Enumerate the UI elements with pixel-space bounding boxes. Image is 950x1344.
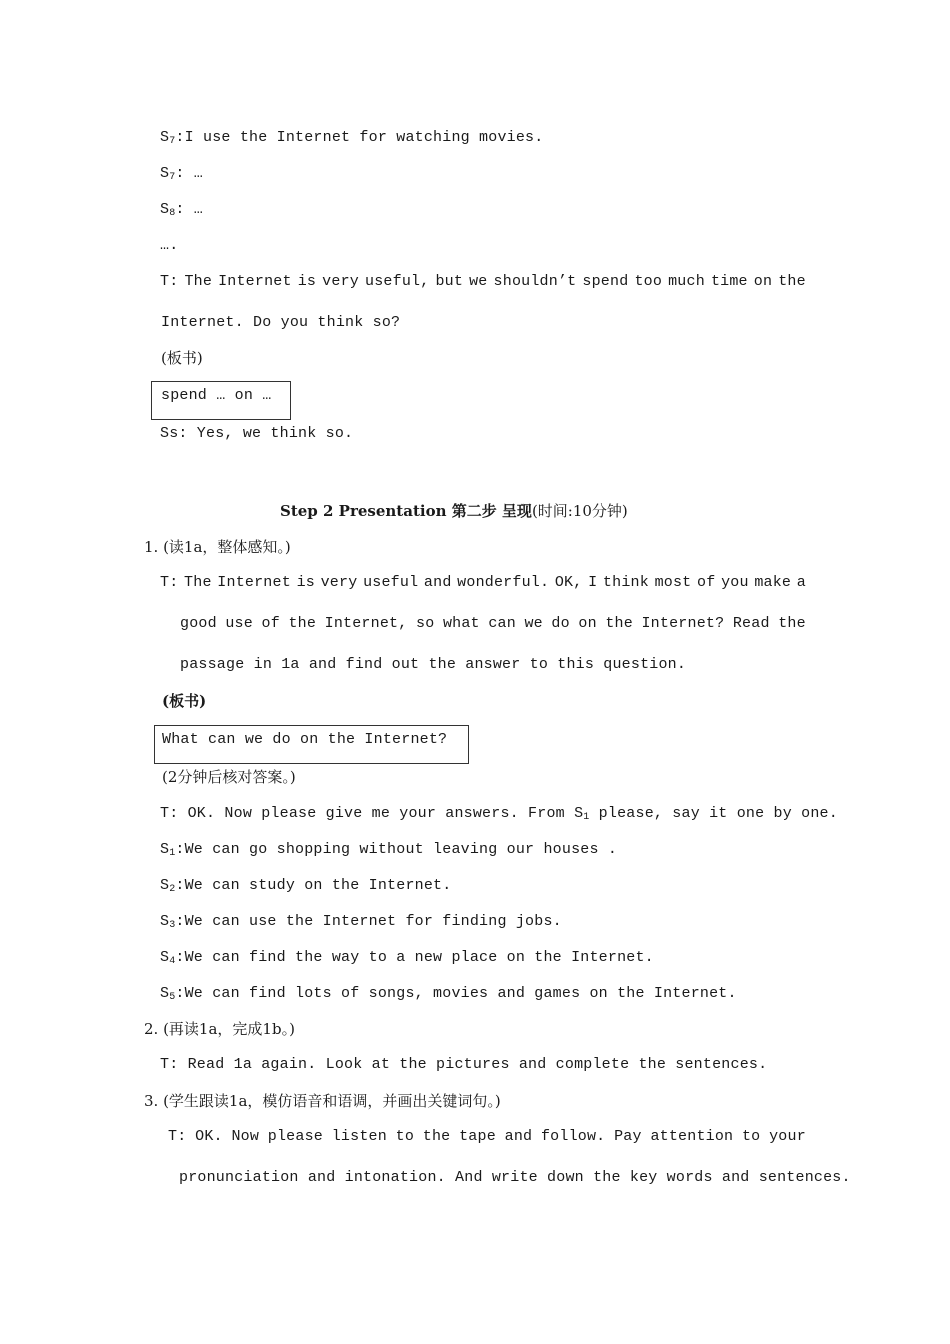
board-box-text: spend … on … xyxy=(161,387,272,404)
word: spend xyxy=(582,273,629,290)
word: T: xyxy=(160,273,179,290)
students-reply: Ss: Yes, we think so. xyxy=(160,425,354,442)
check-note: (2分钟后核对答案。) xyxy=(162,768,296,786)
word: tape xyxy=(459,1128,496,1145)
word: to xyxy=(395,1128,415,1145)
word: is xyxy=(297,273,317,290)
s8-line-ellipsis: $S_8$: … xyxy=(160,201,204,219)
board-label-2: (板书) xyxy=(162,692,207,710)
word: shouldn’t xyxy=(493,273,577,290)
word: listen xyxy=(331,1128,387,1145)
answer-s4: $S_4:We$ can find the way to a new place on the Internet. xyxy=(160,949,654,967)
word: much xyxy=(668,273,705,290)
item3-teacher-line1 xyxy=(168,1127,806,1147)
word: follow. xyxy=(540,1128,606,1145)
word: on xyxy=(578,615,597,632)
word: use xyxy=(225,615,253,632)
board-box-spend-on xyxy=(151,381,291,420)
word: on xyxy=(753,273,773,290)
word: the xyxy=(288,615,317,632)
word: useful xyxy=(363,574,419,591)
item1-title: 1. (读1a，整体感知。) xyxy=(144,538,291,556)
word: is xyxy=(296,574,315,591)
ellipsis-line: …. xyxy=(160,237,179,254)
word: time xyxy=(710,273,748,290)
item1-teacher-line1 xyxy=(160,573,806,593)
word: we xyxy=(469,273,488,290)
word: do xyxy=(551,615,570,632)
word: the xyxy=(778,273,806,290)
word: Internet xyxy=(218,273,292,290)
word: what xyxy=(442,615,480,632)
word: good xyxy=(180,615,217,632)
word: Internet xyxy=(217,574,291,591)
word: we xyxy=(524,615,543,632)
word: the xyxy=(605,615,633,632)
board-label: (板书) xyxy=(161,349,203,367)
teacher-give-answers: T: OK. Now please give me your answers. From $S_1$ please, say it one by one. xyxy=(160,805,838,823)
word: I xyxy=(588,574,598,591)
item3-title: 3. (学生跟读1a，模仿语音和语调，并画出关键词句。) xyxy=(144,1092,501,1110)
word: Internet, xyxy=(324,615,408,632)
word: Internet? xyxy=(641,615,725,632)
teacher-line-internet-useful xyxy=(160,272,806,292)
word: make xyxy=(754,574,792,591)
word: OK. xyxy=(195,1128,223,1145)
word: OK, xyxy=(554,574,583,591)
teacher-line-think-so: Internet. Do you think so? xyxy=(161,314,401,331)
item2-teacher-line: T: Read 1a again. Look at the pictures and complete the sentences. xyxy=(160,1056,768,1073)
word: you xyxy=(721,574,749,591)
word: the xyxy=(422,1128,451,1145)
item1-teacher-line2 xyxy=(180,614,806,634)
answer-s5: $S_5:We$ can find lots of songs, movies and games on the Internet. xyxy=(160,985,737,1003)
item1-teacher-line3: passage in 1a and find out the answer to this question. xyxy=(180,656,687,673)
word: think xyxy=(602,574,649,591)
word: T: xyxy=(168,1128,187,1145)
word: Now xyxy=(231,1128,260,1145)
word: please xyxy=(267,1128,323,1145)
word: to xyxy=(741,1128,761,1145)
word: but xyxy=(435,273,464,290)
word: the xyxy=(778,615,806,632)
word: very xyxy=(322,273,359,290)
answer-s1: $S_1:We$ can go shopping without leaving our houses . xyxy=(160,841,618,859)
step2-heading: Step 2 Presentation 第二步 呈现(时间:10分钟) xyxy=(280,502,628,520)
word: The xyxy=(184,574,212,591)
word: too xyxy=(634,273,663,290)
word: most xyxy=(654,574,692,591)
word: of xyxy=(697,574,716,591)
word: The xyxy=(184,273,213,290)
word: Pay xyxy=(614,1128,642,1145)
item3-teacher-line2: pronunciation and intonation. And write down the key words and sentences. xyxy=(179,1169,851,1186)
word: can xyxy=(488,615,516,632)
item2-title: 2. (再读1a，完成1b。) xyxy=(144,1020,295,1038)
word: wonderful. xyxy=(457,574,550,591)
board-box-question xyxy=(154,725,469,764)
board-box-question-text: What can we do on the Internet? xyxy=(162,731,448,748)
answer-s3: $S_3:We$ can use the Internet for finding jobs. xyxy=(160,913,562,931)
word: and xyxy=(504,1128,533,1145)
s7-line-ellipsis: $S_7$: … xyxy=(160,165,204,183)
word: useful, xyxy=(365,273,430,290)
word: attention xyxy=(650,1128,734,1145)
word: Read xyxy=(732,615,770,632)
word: very xyxy=(320,574,358,591)
s7-line-movies: $S_7:I$ use the Internet for watching movies. xyxy=(160,129,544,147)
answer-s2: $S_2:We$ can study on the Internet. xyxy=(160,877,452,895)
word: and xyxy=(423,574,452,591)
word: a xyxy=(796,574,806,591)
word: T: xyxy=(160,574,179,591)
word: your xyxy=(769,1128,806,1145)
word: so xyxy=(416,615,435,632)
word: of xyxy=(261,615,280,632)
